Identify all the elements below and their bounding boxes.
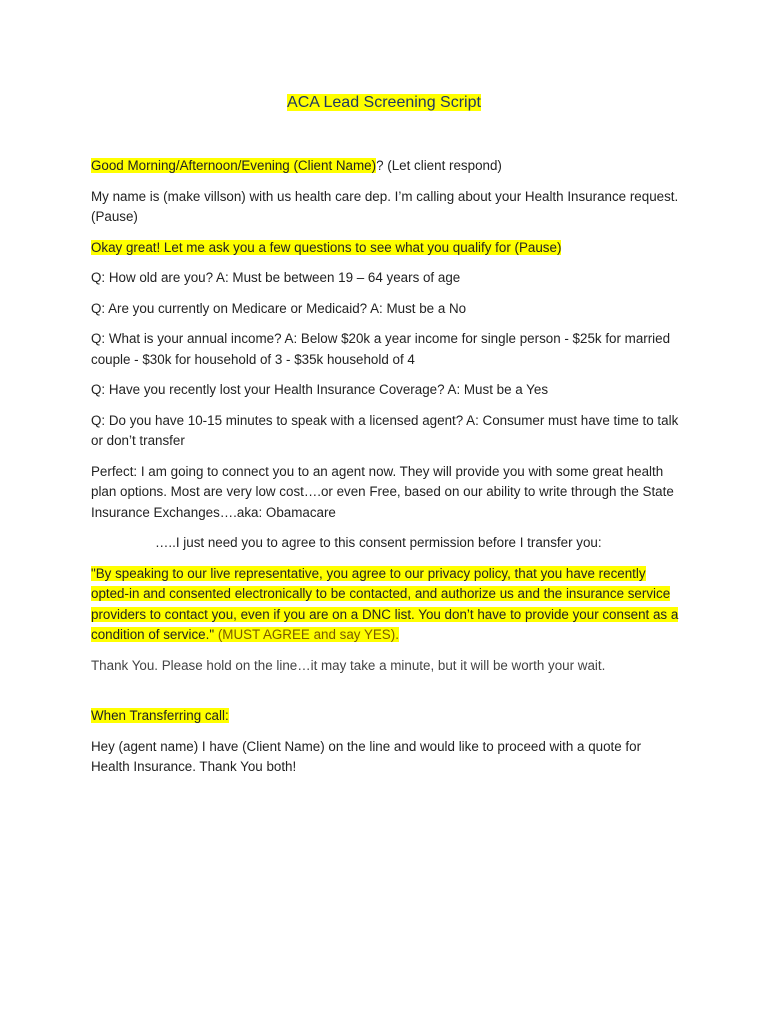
document-title-text: ACA Lead Screening Script bbox=[287, 94, 481, 111]
greeting-rest: ? (Let client respond) bbox=[376, 158, 502, 173]
okay-great-paragraph bbox=[91, 238, 681, 259]
consent-paragraph bbox=[91, 564, 681, 646]
spacer bbox=[91, 686, 681, 706]
intro-paragraph: My name is (make villson) with us health care dep. I’m calling about your Health Insurance request. (Pause) bbox=[91, 188, 679, 224]
consent-must-agree: (MUST AGREE and say YES). bbox=[214, 627, 399, 642]
question-age: Q: How old are you? A: Must be between 19 – 64 years of age bbox=[91, 270, 461, 285]
document-body bbox=[91, 156, 681, 788]
consent-intro-paragraph: …..I just need you to agree to this consent permission before I transfer you: bbox=[155, 535, 602, 550]
question-income: Q: What is your annual income? A: Below $20k a year income for single person - $25k for married couple - $30k for household of 3 - $35k household of 4 bbox=[91, 331, 671, 367]
question-coverage: Q: Have you recently lost your Health Insurance Coverage? A: Must be a Yes bbox=[91, 382, 549, 397]
okay-great-highlight: Okay great! Let me ask you a few questions to see what you qualify for (Pause) bbox=[91, 239, 562, 255]
transfer-paragraph: Hey (agent name) I have (Client Name) on the line and would like to proceed with a quote for Health Insurance. Thank You both! bbox=[91, 738, 642, 774]
document-title bbox=[0, 92, 768, 114]
question-medicare: Q: Are you currently on Medicare or Medicaid? A: Must be a No bbox=[91, 300, 467, 316]
consent-text: "By speaking to our live representative, you agree to our privacy policy, that you have recently opted-in and consented electronically to be contacted, and authorize us and the insurance service providers to contact you, even if you are on a DNC list. You don’t have to provide your consent as a condition of service." bbox=[91, 565, 679, 642]
thank-you-paragraph: Thank You. Please hold on the line…it may take a minute, but it will be worth your wait. bbox=[91, 657, 606, 673]
greeting-paragraph bbox=[91, 156, 681, 177]
transfer-heading: When Transferring call: bbox=[91, 708, 229, 723]
perfect-paragraph: Perfect: I am going to connect you to an agent now. They will provide you with some great health plan options. Most are very low cost….or even Free, based on our ability to write through the State Insurance Exchanges….aka: Obamacare bbox=[91, 463, 674, 520]
transfer-heading-paragraph bbox=[91, 706, 681, 727]
question-time: Q: Do you have 10-15 minutes to speak with a licensed agent? A: Consumer must have time to talk or don’t transfer bbox=[91, 412, 679, 448]
greeting-highlight: Good Morning/Afternoon/Evening (Client Name) bbox=[91, 158, 377, 173]
